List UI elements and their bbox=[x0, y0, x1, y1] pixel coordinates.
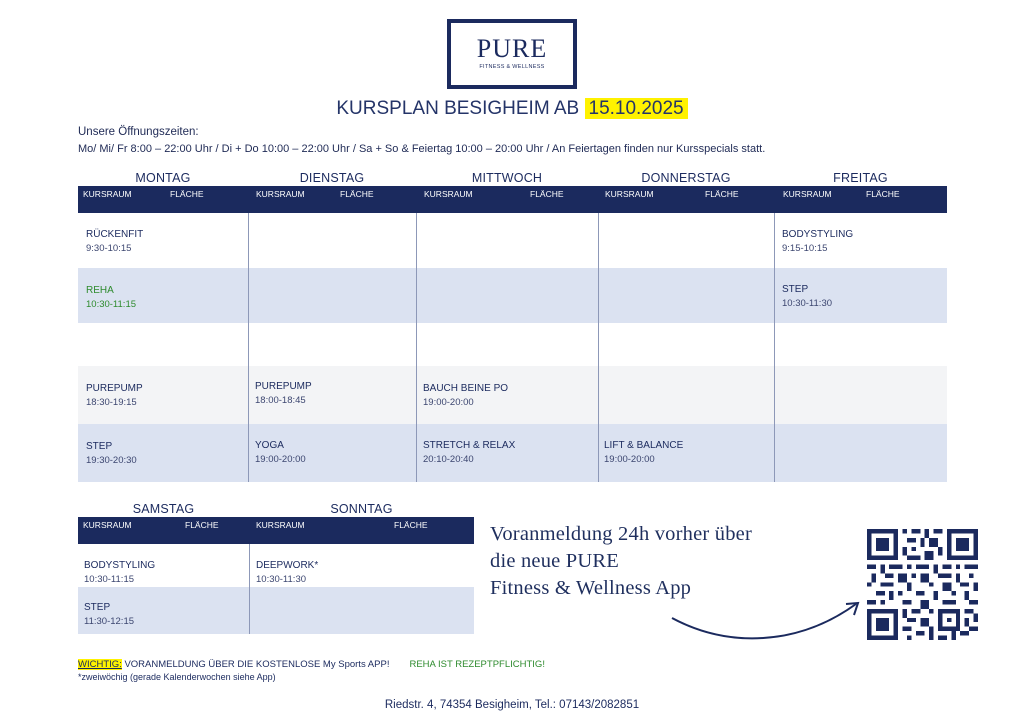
course-entry bbox=[255, 439, 306, 467]
app-registration-note bbox=[490, 521, 752, 602]
course-entry bbox=[782, 228, 853, 256]
row-band bbox=[78, 587, 474, 634]
logo-wordmark: PURE bbox=[476, 34, 548, 63]
course-entry bbox=[86, 228, 143, 256]
header-area-sun: FLÄCHE bbox=[394, 520, 428, 530]
course-time: 10:30-11:30 bbox=[782, 298, 833, 309]
column-divider bbox=[598, 213, 599, 482]
course-name: PUREPUMP bbox=[86, 383, 143, 394]
course-name: REHA bbox=[86, 285, 114, 296]
course-entry bbox=[423, 382, 508, 410]
course-entry bbox=[255, 380, 312, 408]
header-area-tue: FLÄCHE bbox=[340, 189, 374, 199]
course-entry bbox=[86, 284, 136, 312]
registration-notice bbox=[78, 659, 545, 670]
course-entry bbox=[84, 601, 134, 629]
reha-notice: REHA IST REZEPTPFLICHTIG! bbox=[409, 659, 545, 670]
course-name: STEP bbox=[84, 602, 111, 613]
course-name: PUREPUMP bbox=[255, 381, 312, 392]
course-entry bbox=[84, 559, 155, 587]
course-name: STEP bbox=[782, 284, 809, 295]
logo-tagline: FITNESS & WELLNESS bbox=[479, 64, 545, 70]
course-entry bbox=[256, 559, 318, 587]
app-note-line: Fitness & Wellness App bbox=[490, 577, 692, 599]
course-time: 11:30-12:15 bbox=[84, 616, 135, 627]
header-room-mon: KURSRAUM bbox=[83, 189, 132, 199]
day-wednesday: MITTWOCH bbox=[471, 171, 543, 185]
header-room-wed: KURSRAUM bbox=[424, 189, 473, 199]
column-divider bbox=[249, 544, 250, 634]
course-entry bbox=[782, 283, 832, 311]
column-divider bbox=[774, 213, 775, 482]
header-area-sat: FLÄCHE bbox=[185, 520, 219, 530]
course-time: 19:00-20:00 bbox=[423, 397, 474, 408]
course-time: 10:30-11:30 bbox=[256, 574, 307, 585]
header-room-sat: KURSRAUM bbox=[83, 520, 132, 530]
course-time: 10:30-11:15 bbox=[84, 574, 135, 585]
app-note-line: die neue PURE bbox=[490, 550, 619, 572]
row-band bbox=[78, 366, 947, 424]
course-time: 19:00-20:00 bbox=[604, 454, 655, 465]
course-entry bbox=[86, 440, 137, 468]
notice-text: VORANMELDUNG ÜBER DIE KOSTENLOSE My Sports APP! bbox=[121, 659, 390, 670]
title-date: 15.10.2025 bbox=[585, 98, 688, 119]
weekend-header-bar bbox=[78, 517, 474, 544]
day-monday: MONTAG bbox=[135, 171, 191, 185]
address: Riedstr. 4, 74354 Besigheim, Tel.: 07143/2082851 bbox=[384, 699, 640, 711]
warning-label: WICHTIG: bbox=[78, 659, 122, 670]
course-time: 20:10-20:40 bbox=[423, 454, 474, 465]
course-time: 10:30-11:15 bbox=[86, 299, 137, 310]
qr-code-icon bbox=[867, 529, 978, 640]
header-area-wed: FLÄCHE bbox=[530, 189, 564, 199]
course-entry bbox=[604, 439, 683, 467]
header-room-thu: KURSRAUM bbox=[605, 189, 654, 199]
course-time: 18:00-18:45 bbox=[255, 395, 306, 406]
course-name: BAUCH BEINE PO bbox=[423, 383, 509, 394]
course-time: 19:30-20:30 bbox=[86, 455, 137, 466]
day-saturday: SAMSTAG bbox=[132, 502, 195, 516]
header-room-fri: KURSRAUM bbox=[783, 189, 832, 199]
course-entry bbox=[86, 382, 143, 410]
header-room-tue: KURSRAUM bbox=[256, 189, 305, 199]
pure-logo bbox=[447, 19, 577, 89]
column-divider bbox=[248, 213, 249, 482]
course-name: DEEPWORK* bbox=[256, 560, 319, 571]
course-time: 9:15-10:15 bbox=[782, 243, 828, 254]
title-prefix: KURSPLAN BESIGHEIM AB bbox=[336, 98, 585, 119]
opening-hours-text: Mo/ Mi/ Fr 8:00 – 22:00 Uhr / Di + Do 10:00 – 22:00 Uhr / Sa + So & Feiertag 10:00 – 20:00 Uhr / An Feiertagen finden nur Kursspecials statt. bbox=[78, 143, 766, 155]
course-time: 9:30-10:15 bbox=[86, 243, 132, 254]
course-entry bbox=[423, 439, 515, 467]
day-sunday: SONNTAG bbox=[330, 502, 393, 516]
app-note-line: Voranmeldung 24h vorher über bbox=[490, 523, 752, 545]
day-tuesday: DIENSTAG bbox=[299, 171, 365, 185]
arrow-icon bbox=[668, 596, 868, 646]
header-area-mon: FLÄCHE bbox=[170, 189, 204, 199]
course-time: 19:00-20:00 bbox=[255, 454, 306, 465]
course-name: BODYSTYLING bbox=[782, 229, 854, 240]
page-title bbox=[0, 98, 1024, 120]
course-name: RÜCKENFIT bbox=[86, 229, 144, 240]
course-name: STEP bbox=[86, 441, 113, 452]
weekday-header-bar bbox=[78, 186, 947, 213]
course-time: 18:30-19:15 bbox=[86, 397, 137, 408]
course-name: LIFT & BALANCE bbox=[604, 440, 684, 451]
column-divider bbox=[416, 213, 417, 482]
header-room-sun: KURSRAUM bbox=[256, 520, 305, 530]
header-area-thu: FLÄCHE bbox=[705, 189, 739, 199]
opening-hours-label: Unsere Öffnungszeiten: bbox=[78, 126, 199, 138]
course-name: STRETCH & RELAX bbox=[423, 440, 516, 451]
header-area-fri: FLÄCHE bbox=[866, 189, 900, 199]
day-friday: FREITAG bbox=[833, 171, 888, 185]
course-name: BODYSTYLING bbox=[84, 560, 156, 571]
footnote: *zweiwöchig (gerade Kalenderwochen siehe App) bbox=[78, 672, 276, 682]
course-name: YOGA bbox=[255, 440, 284, 451]
day-thursday: DONNERSTAG bbox=[641, 171, 731, 185]
